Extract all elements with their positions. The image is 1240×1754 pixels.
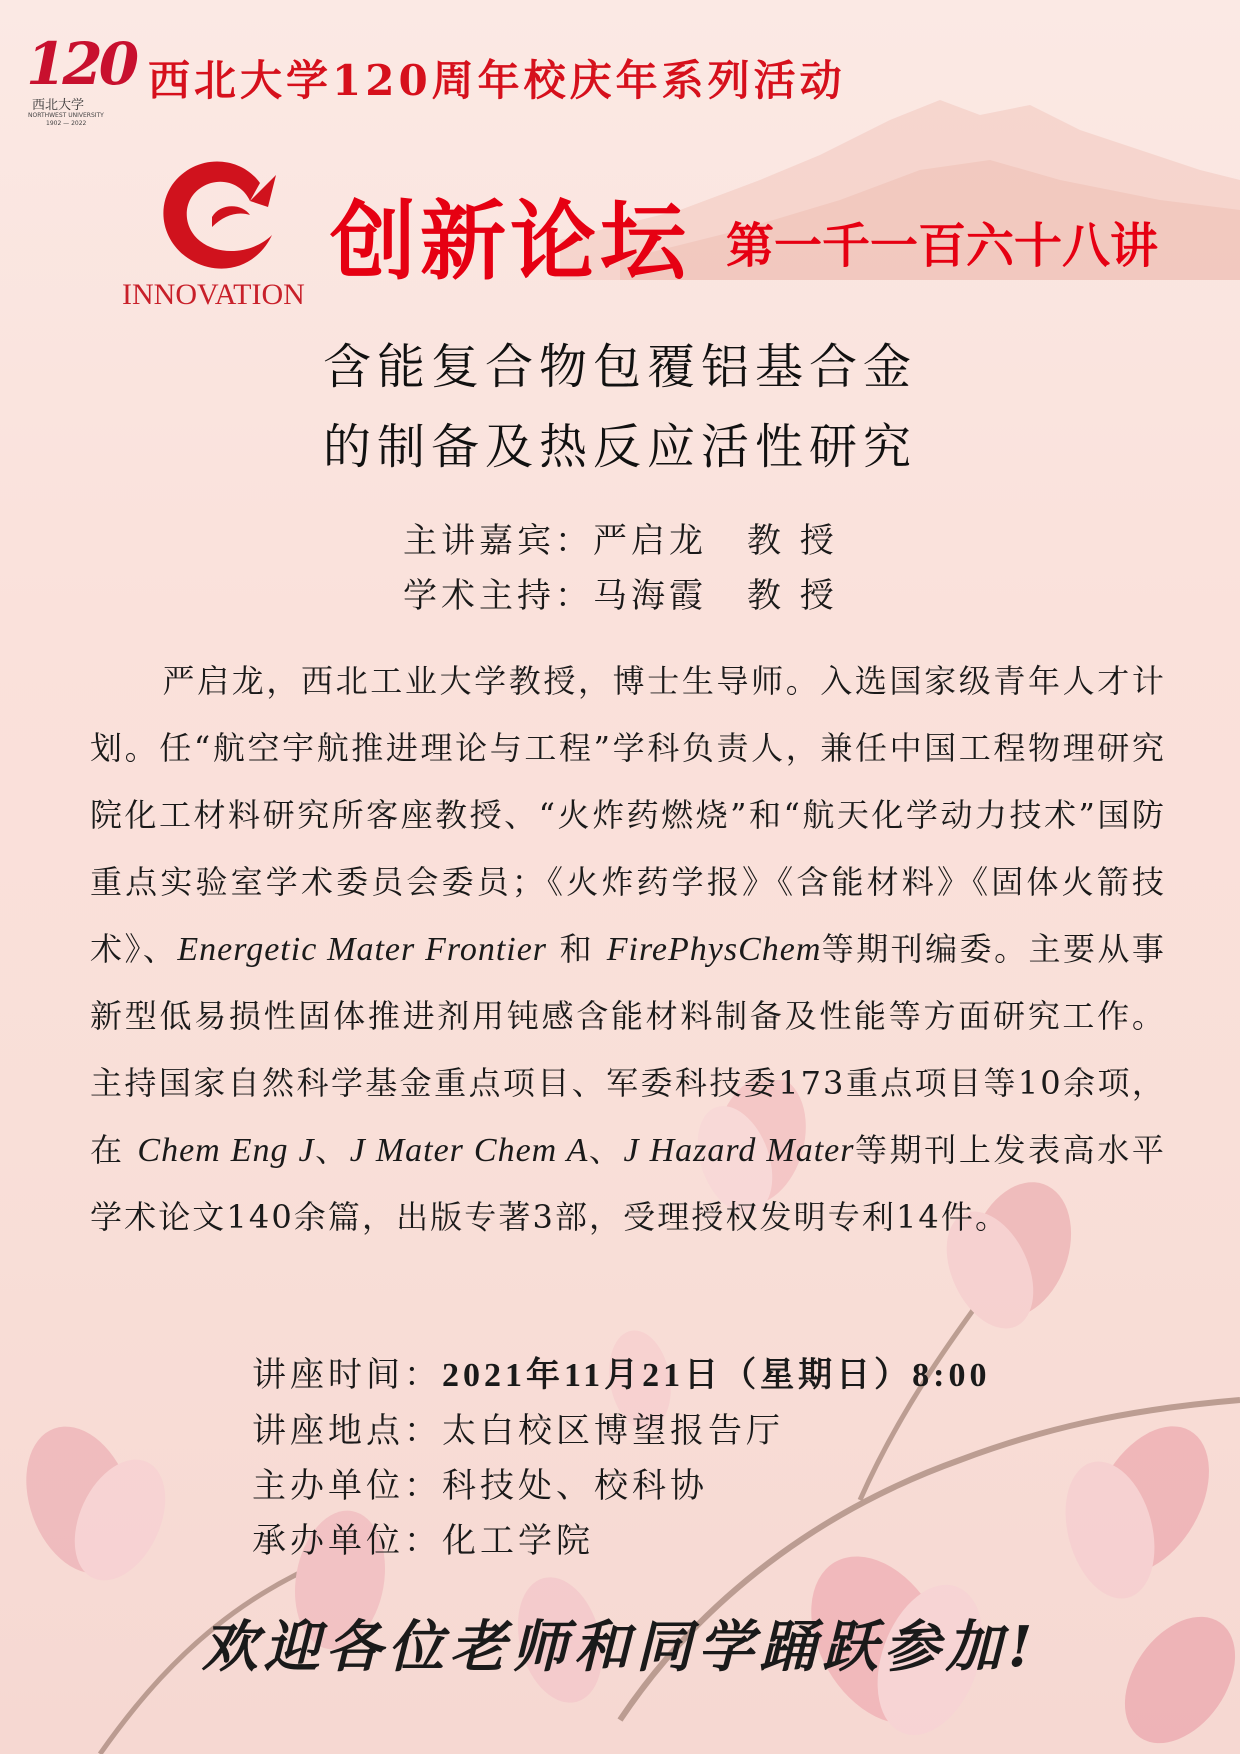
series-title: 西北大学120周年校庆年系列活动: [148, 56, 846, 105]
lecture-place-label: 讲座地点：: [252, 1411, 442, 1451]
journal-firephyschem: FirePhysChem: [606, 931, 822, 968]
bio-part2: 等期刊编委。主要从事新型低易损性固体推进剂用钝感含能材料制备及性能等方面研究工作。主持国家自然科学基金重点项目、军委科技委173重点项目等10余项，在: [90, 930, 1166, 1169]
host-title: 教 授: [747, 576, 838, 616]
bio-part1: 严启龙，西北工业大学教授，博士生导师。入选国家级青年人才计划。任“航空宇航推进理论与工程”学科负责人，兼任中国工程物理研究院化工材料研究所客座教授、“火炸药燃烧”和“航天化学动力技术”国防重点实验室学术委员会委员；《火炸药学报》《含能材料》《固体火箭技术》、: [90, 662, 1166, 968]
journal-chem-eng-j: Chem Eng J: [137, 1132, 315, 1169]
lecture-time-label: 讲座时间：: [252, 1355, 442, 1395]
forum-title: 创新论坛: [330, 192, 690, 292]
host-line: [403, 568, 838, 617]
journal-energetic-mater-frontier: Energetic Mater Frontier: [177, 931, 548, 968]
anniversary-logo-en: NORTHWEST UNIVERSITY: [28, 112, 104, 119]
welcome-slogan: 欢迎各位老师和同学踊跃参加!: [201, 1614, 1039, 1680]
journal-j-hazard-mater: J Hazard Mater: [623, 1132, 855, 1169]
talk-title-line2: 的制备及热反应活性研究: [322, 419, 917, 475]
bio-and: 和: [547, 930, 607, 968]
speaker-label: 主讲嘉宾：: [403, 521, 593, 561]
host-label: 学术主持：: [403, 576, 593, 616]
lecture-time: [252, 1347, 990, 1396]
lecture-place-value: 太白校区博望报告厅: [442, 1411, 784, 1451]
innovation-logo-icon: [150, 145, 290, 285]
organizer-label: 主办单位：: [252, 1466, 442, 1506]
anniversary-logo-years: 1902 — 2022: [46, 120, 87, 127]
anniversary-logo-number: 120: [26, 30, 136, 98]
host-name: 马海霞: [593, 576, 707, 616]
organizer: [252, 1458, 708, 1507]
organizer-value: 科技处、校科协: [442, 1466, 708, 1506]
talk-title-line1: 含能复合物包覆铝基合金: [322, 339, 917, 395]
anniversary-logo-cn: 西北大学: [32, 98, 85, 113]
speaker-biography: [90, 648, 1166, 1251]
lecture-place: [252, 1403, 784, 1452]
journal-j-mater-chem-a: J Mater Chem A: [349, 1132, 589, 1169]
undertaker-value: 化工学院: [442, 1521, 594, 1561]
anniversary-logo: [26, 30, 136, 130]
lecture-number: 第一千一百六十八讲: [726, 218, 1159, 274]
speaker-title: 教 授: [747, 521, 838, 561]
undertaker: [252, 1513, 594, 1562]
lecture-time-value: 2021年11月21日（星期日）8:00: [442, 1357, 991, 1394]
bio-sep1: 、: [314, 1131, 350, 1169]
innovation-logo-text: INNOVATION: [122, 278, 305, 311]
speaker-name: 严启龙: [593, 521, 707, 561]
speaker-line: [403, 513, 838, 562]
bio-part3: 等期刊上发表高水平学术论文140余篇，出版专著3部，受理授权发明专利14件。: [90, 1131, 1166, 1236]
bio-sep2: 、: [588, 1131, 624, 1169]
undertaker-label: 承办单位：: [252, 1521, 442, 1561]
